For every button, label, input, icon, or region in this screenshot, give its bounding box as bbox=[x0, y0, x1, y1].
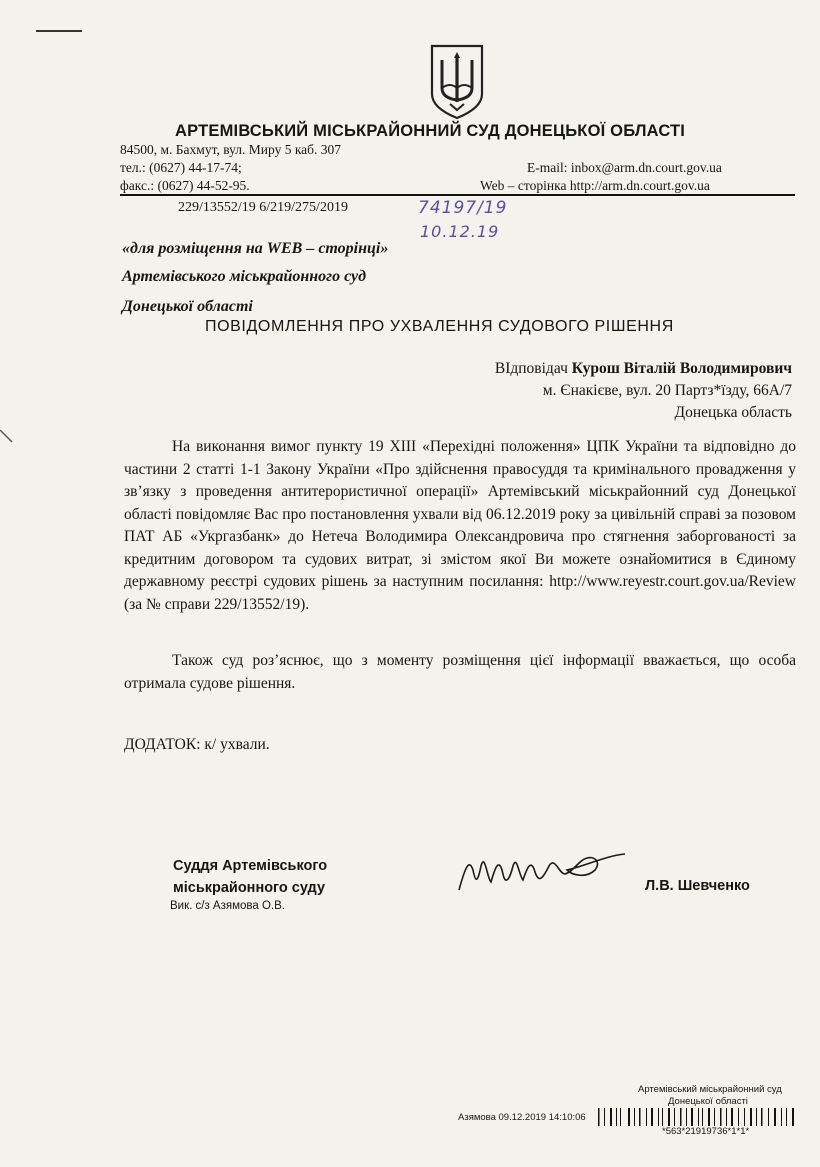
signer-title-line-2: міськрайонного суду bbox=[173, 880, 326, 896]
signer-title-line-1: Суддя Артемівського bbox=[173, 858, 328, 874]
executor-note: Вик. с/з Азямова О.В. bbox=[170, 900, 285, 912]
stamp-court-line: Артемівський міськрайонний суд bbox=[638, 1084, 782, 1095]
trident-coat-of-arms-icon bbox=[428, 42, 486, 120]
court-fax: факс.: (0627) 44-52-95. bbox=[120, 178, 250, 193]
placement-note: «для розміщення на WEB – сторінці» bbox=[122, 240, 389, 257]
recipient-line bbox=[495, 360, 792, 378]
body-paragraph-1-text: На виконання вимог пункту 19 XIII «Перехідні положення» ЦПК України та відповідно до частини 2 статті 1-1 Закону України «Про здійснення правосуддя та кримінального провадження у зв’язку з проведення антитерористичної операції» Артемівський міськрайонний суд Донецької області повідомляє Вас про постановлення ухвали від 06.12.2019 року за цивільній справі за позовом ПАТ АБ «Укргазбанк» до Нетеча Володимира Олександровича про стягнення заборгованості за кредитним договором та судових витрат, зі змістом якої Ви можете ознайомитися в Єдиному державному реєстрі судових рішень за наступним посилання: http://www.reyestr.court.gov.ua/Review (за № справи 229/13552/19). bbox=[124, 438, 796, 613]
court-phone: тел.: (0627) 44-17-74; bbox=[120, 160, 242, 175]
case-numbers: 229/13552/19 6/219/275/2019 bbox=[178, 200, 348, 215]
placement-court: Артемівського міськрайонного суд bbox=[122, 268, 367, 285]
court-web: Web – сторінка http://arm.dn.court.gov.ua bbox=[480, 178, 710, 193]
attachment-note: ДОДАТОК: к/ ухвали. bbox=[124, 736, 270, 753]
body-paragraph-2-text: Також суд роз’яснює, що з моменту розміщення цієї інформації вважається, що особа отримала судове рішення. bbox=[124, 652, 796, 692]
stamp-user-time: Азямова 09.12.2019 14:10:06 bbox=[458, 1112, 586, 1123]
court-title: АРТЕМІВСЬКИЙ МІСЬКРАЙОННИЙ СУД ДОНЕЦЬКОЇ ОБЛАСТІ bbox=[175, 122, 686, 140]
barcode-icon bbox=[598, 1108, 798, 1126]
margin-tick-mark bbox=[0, 420, 14, 450]
recipient-name: Курош Віталій Володимирович bbox=[571, 360, 792, 377]
header-rule bbox=[120, 194, 795, 196]
recipient-region: Донецька область bbox=[674, 404, 792, 421]
signer-name: Л.В. Шевченко bbox=[645, 878, 750, 894]
scan-edge-mark bbox=[36, 30, 82, 32]
handwritten-reg-date: 10.12.19 bbox=[420, 222, 500, 241]
body-paragraph-1 bbox=[124, 436, 796, 616]
placement-region: Донецької області bbox=[122, 298, 253, 315]
barcode-text: *563*21919736*1*1* bbox=[662, 1126, 750, 1137]
handwritten-signature-icon bbox=[455, 848, 630, 898]
stamp-region-line: Донецької області bbox=[668, 1096, 748, 1107]
handwritten-reg-number: 74197/19 bbox=[418, 198, 508, 218]
notice-heading: ПОВІДОМЛЕННЯ ПРО УХВАЛЕННЯ СУДОВОГО РІШЕННЯ bbox=[205, 318, 674, 335]
court-email: E-mail: inbox@arm.dn.court.gov.ua bbox=[527, 160, 722, 175]
court-address: 84500, м. Бахмут, вул. Миру 5 каб. 307 bbox=[120, 142, 342, 157]
body-paragraph-2 bbox=[124, 650, 796, 695]
recipient-label: ВІдповідач bbox=[494, 360, 568, 377]
recipient-address: м. Єнакієве, вул. 20 Партз*їзду, 66А/7 bbox=[542, 382, 792, 399]
